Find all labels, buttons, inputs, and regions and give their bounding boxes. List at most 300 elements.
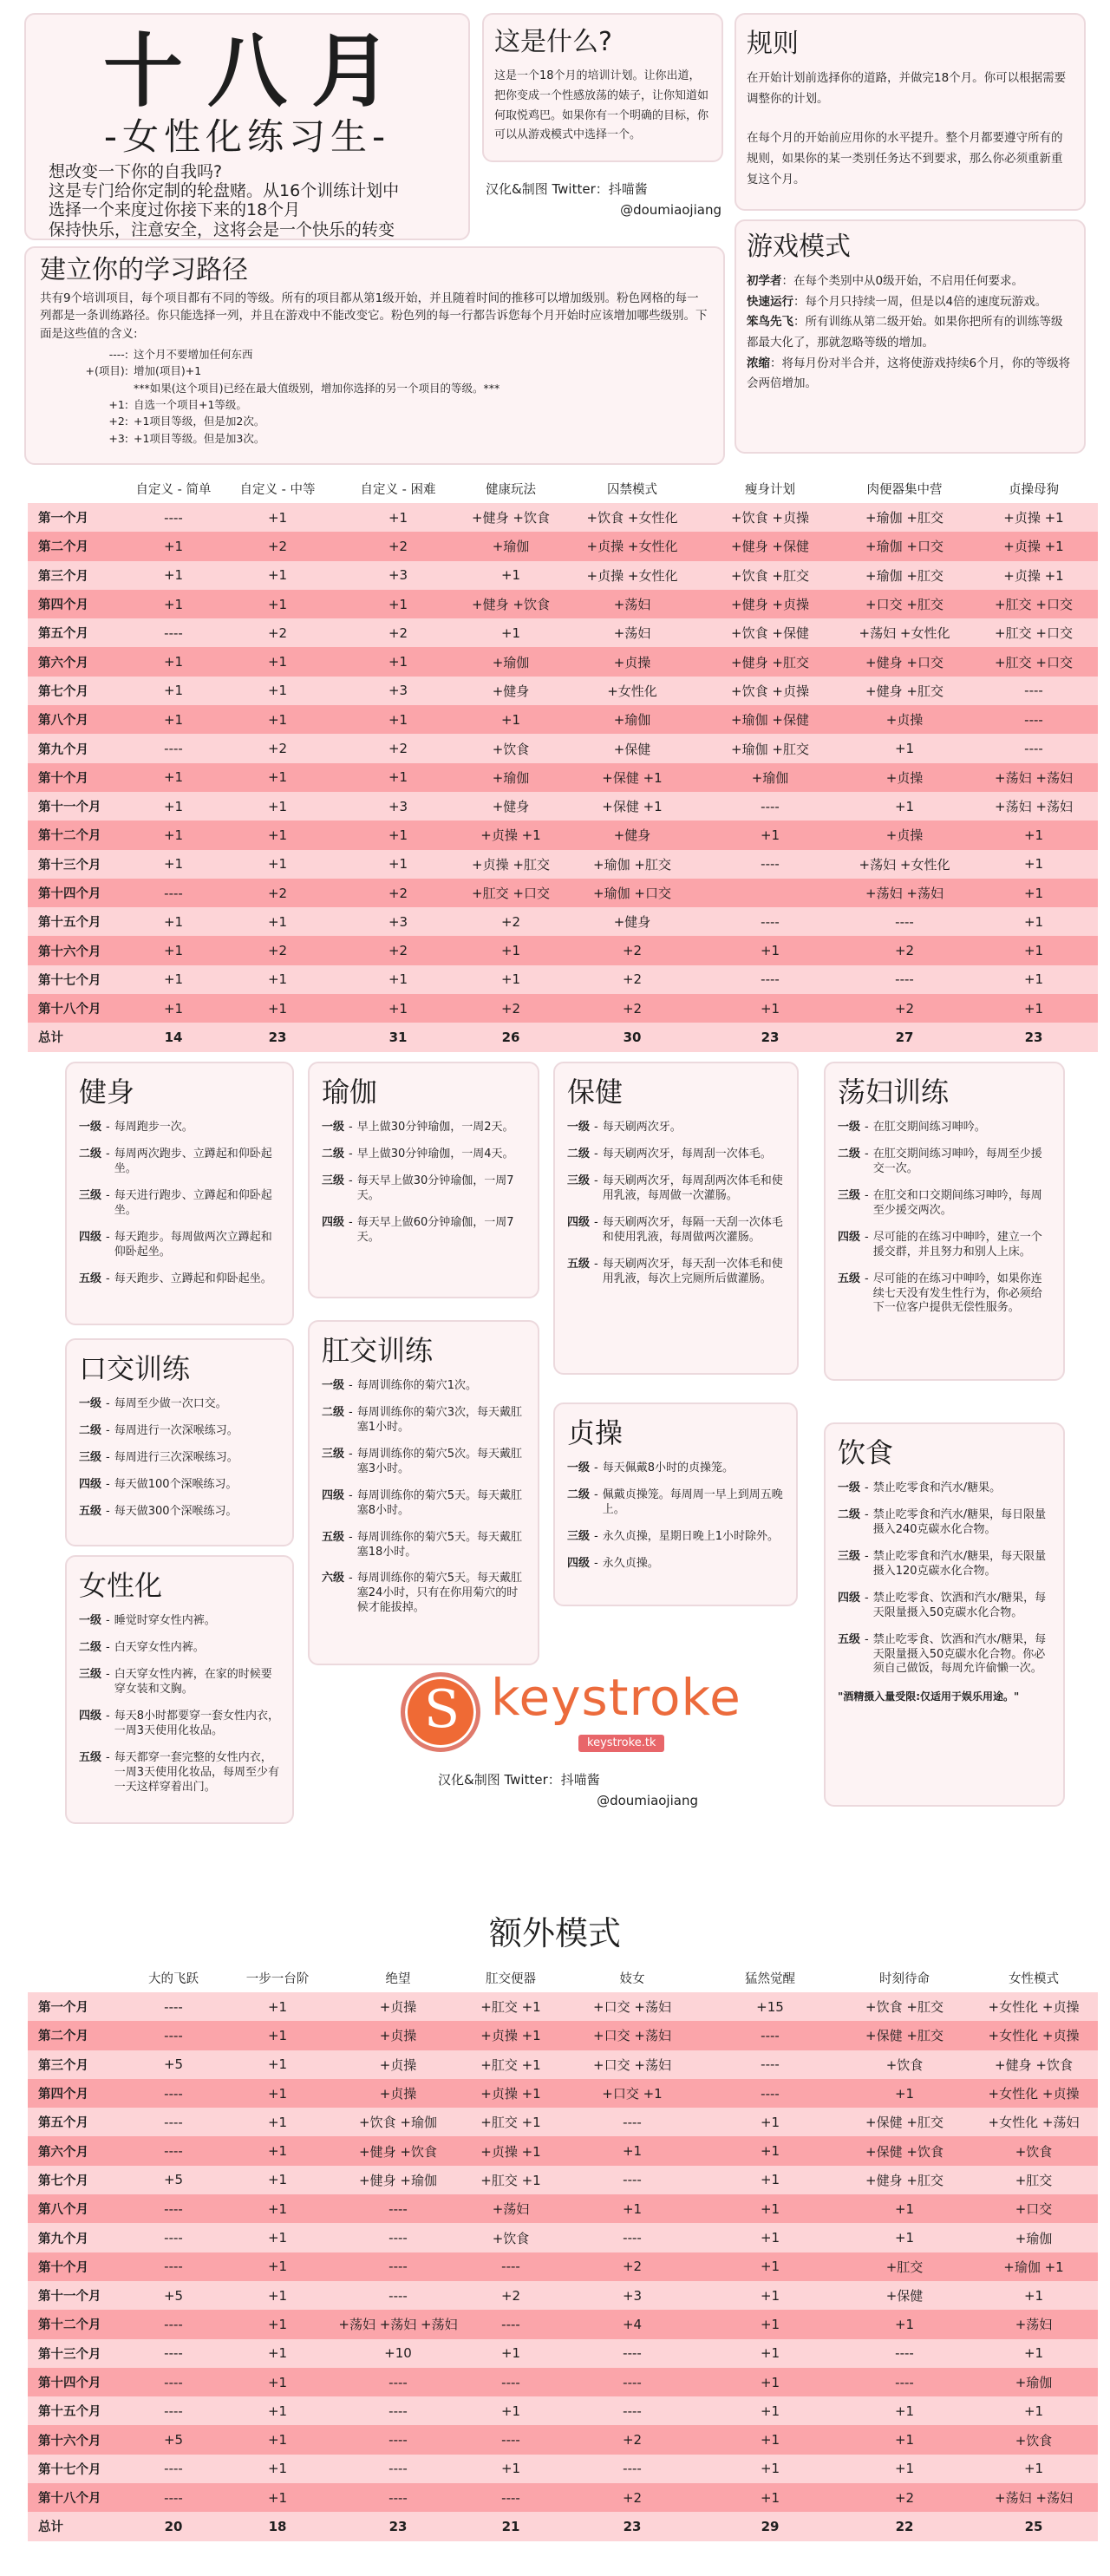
table-cell: +健身 +贞操 [701, 590, 839, 618]
level-text: 每周训练你的菊穴5天。每天戴肛塞18小时。 [356, 1530, 522, 1559]
table-cell: +1 [130, 532, 217, 560]
table-cell: +1 [217, 821, 338, 849]
legend-desc: +1项目等级，但是加2次。 [134, 415, 265, 428]
table-cell: +健身 +饮食 [458, 590, 564, 618]
column-header: 绝望 [338, 1963, 458, 1992]
legend-row [40, 380, 709, 396]
table-cell: +荡妇 [564, 618, 701, 647]
table-cell: +1 [130, 821, 217, 849]
level-dash: - [865, 1550, 869, 1564]
level-label: 一级 [322, 1379, 345, 1393]
rules-panel [735, 13, 1086, 211]
table-cell: ---- [564, 2339, 701, 2368]
table-cell: +肛交 [839, 2252, 970, 2281]
level-text: 每周进行一次深喉练习。 [114, 1424, 238, 1438]
table-cell: ---- [970, 677, 1098, 705]
month-label: 第一个月 [28, 1992, 130, 2021]
level-label: 二级 [838, 1508, 861, 1522]
table-row [28, 2050, 1098, 2079]
table-cell: ---- [701, 907, 839, 936]
level-dash: - [594, 1174, 598, 1188]
level-dash: - [865, 1632, 869, 1646]
month-label: 第十二个月 [28, 2310, 130, 2338]
column-header: 猛然觉醒 [701, 1963, 839, 1992]
level-text: 每天都穿一套完整的女性内衣，一周3天使用化妆品，每周至少有一天这样穿着出门。 [114, 1750, 279, 1794]
table-cell: +饮食 [458, 734, 564, 762]
table-cell: +1 [970, 879, 1098, 907]
level-dash: - [349, 1488, 353, 1502]
card-title: 健身 [79, 1076, 135, 1108]
table-cell: +2 [564, 994, 701, 1023]
what-heading: 这是什么? [494, 27, 612, 57]
table-cell: +瑜伽 [970, 2223, 1098, 2252]
table-cell: +肛交 +1 [458, 2166, 564, 2194]
level-dash: - [106, 1641, 110, 1655]
table-cell: +2 [839, 936, 970, 964]
intro-lines [26, 162, 468, 239]
table-cell: +2 [338, 936, 458, 964]
level-dash: - [349, 1215, 353, 1229]
game-mode-entry [747, 292, 1074, 313]
month-label: 第六个月 [28, 647, 130, 676]
column-header: 一步一台阶 [217, 1963, 338, 1992]
table-cell: +荡妇 +荡妇 +荡妇 [338, 2310, 458, 2338]
level-label: 三级 [567, 1174, 591, 1188]
level-item [322, 1174, 526, 1204]
game-mode-name: 初学者 [747, 274, 782, 288]
table-cell: ---- [130, 2021, 217, 2050]
level-label: 二级 [567, 1147, 591, 1161]
level-label: 五级 [838, 1632, 861, 1646]
table-row [28, 763, 1098, 792]
month-label: 第八个月 [28, 705, 130, 734]
card-title: 保健 [567, 1076, 624, 1108]
table-cell: +15 [701, 1992, 839, 2021]
table-cell: +2 [338, 532, 458, 560]
table-cell: +1 [338, 965, 458, 994]
table-cell: +口交 [970, 2194, 1098, 2223]
level-label: 四级 [567, 1556, 591, 1570]
level-dash: - [106, 1614, 110, 1628]
level-label: 二级 [322, 1147, 345, 1161]
table-cell: +2 [217, 532, 338, 560]
table-cell: +饮食 [970, 2136, 1098, 2165]
level-item [322, 1406, 526, 1435]
main-title: 十八月 [102, 25, 415, 118]
level-label: 一级 [838, 1481, 861, 1495]
title-panel [24, 13, 470, 240]
table-cell: +1 [458, 965, 564, 994]
credit-handle: @doumiaojiang [597, 1793, 698, 1808]
table-row [28, 2368, 1098, 2396]
table-row [28, 705, 1098, 734]
table-cell: +1 [217, 2252, 338, 2281]
table-row [28, 503, 1098, 532]
rules-text-1: 在开始计划前选择你的道路，并做完18个月。你可以根据需要调整你的计划。 [747, 71, 1067, 106]
month-label: 第十个月 [28, 763, 130, 792]
table-row [28, 2281, 1098, 2310]
table-cell: +1 [458, 561, 564, 590]
table-cell: +女性化 [564, 677, 701, 705]
level-label: 二级 [838, 1147, 861, 1161]
table-cell: +瑜伽 +口交 [564, 879, 701, 907]
table-row [28, 907, 1098, 936]
level-label: 五级 [567, 1257, 591, 1271]
column-header: 瘦身计划 [701, 474, 839, 503]
level-dash: - [349, 1406, 353, 1420]
table-cell: +1 [217, 2396, 338, 2425]
table-cell: +1 [130, 763, 217, 792]
table-cell: +荡妇 [564, 590, 701, 618]
table-cell: ---- [458, 2310, 564, 2338]
month-label: 第十三个月 [28, 850, 130, 879]
table-cell: +贞操 [839, 763, 970, 792]
level-text: 每天进行跑步、立蹲起和仰卧起坐。 [114, 1189, 272, 1217]
level-item [79, 1478, 280, 1493]
total-cell: 23 [564, 2512, 701, 2540]
table-cell: +1 [701, 2108, 839, 2136]
month-label: 第十五个月 [28, 2396, 130, 2425]
table-cell: +饮食 +女性化 [564, 503, 701, 532]
table-cell: +1 [338, 994, 458, 1023]
level-text: 每周进行三次深喉练习。 [114, 1451, 238, 1465]
level-label: 三级 [322, 1174, 345, 1188]
table-cell: ---- [564, 2396, 701, 2425]
legend-key: +3: [108, 431, 128, 445]
table-cell: +女性化 +贞操 [970, 1992, 1098, 2021]
table-cell: +瑜伽 [458, 647, 564, 676]
table-cell: +2 [564, 2483, 701, 2512]
level-text: 每周训练你的菊穴3次，每天戴肛塞1小时。 [356, 1406, 522, 1435]
table-cell: ---- [130, 2455, 217, 2483]
table-cell: +1 [338, 705, 458, 734]
game-mode-entry [747, 271, 1074, 292]
table-cell: +肛交 +口交 [458, 879, 564, 907]
total-cell: 20 [130, 2512, 217, 2540]
game-mode-list [747, 271, 1074, 395]
table-cell: +3 [338, 677, 458, 705]
level-item [838, 1272, 1051, 1317]
level-label: 四级 [322, 1215, 345, 1229]
level-dash: - [349, 1174, 353, 1188]
level-label: 二级 [79, 1147, 102, 1161]
level-label: 四级 [838, 1230, 861, 1244]
table-cell: +1 [217, 792, 338, 821]
level-dash: - [594, 1121, 598, 1134]
table-row [28, 792, 1098, 821]
table-cell: +1 [130, 907, 217, 936]
table-cell: +1 [217, 1992, 338, 2021]
level-label: 一级 [79, 1614, 102, 1628]
table-cell: +1 [217, 2223, 338, 2252]
level-text: 每天佩戴8小时的贞操笼。 [602, 1461, 734, 1475]
card-title: 瑜伽 [322, 1076, 378, 1108]
table-cell: +1 [217, 503, 338, 532]
table-cell: +饮食 [970, 2425, 1098, 2454]
total-cell: 30 [564, 1023, 701, 1051]
table-cell: +1 [458, 618, 564, 647]
table-cell: +1 [970, 965, 1098, 994]
table-cell: +瑜伽 +肛交 [701, 734, 839, 762]
table-cell: +1 [338, 647, 458, 676]
training-card [553, 1062, 799, 1375]
table-row [28, 2166, 1098, 2194]
level-label: 三级 [322, 1448, 345, 1461]
table-cell: +饮食 [458, 2223, 564, 2252]
level-dash: - [349, 1448, 353, 1461]
subtitle: -女性化练习生- [103, 115, 391, 158]
level-item [79, 1147, 280, 1177]
table-cell: +1 [564, 2194, 701, 2223]
table-cell: +1 [839, 2396, 970, 2425]
table-cell: +健身 +肛交 [839, 2166, 970, 2194]
level-text: 在肛交和口交期间练习呻吟，每周至少援交两次。 [872, 1189, 1042, 1217]
table-cell: +1 [217, 2310, 338, 2338]
table-cell: +女性化 +贞操 [970, 2021, 1098, 2050]
table-cell: +瑜伽 [970, 2368, 1098, 2396]
level-item [79, 1231, 280, 1260]
month-label: 第十个月 [28, 2252, 130, 2281]
table-row [28, 2108, 1098, 2136]
month-label: 第三个月 [28, 561, 130, 590]
level-label: 四级 [567, 1215, 591, 1229]
table-cell: +女性化 +荡妇 [970, 2108, 1098, 2136]
level-text: 永久贞操，星期日晚上1小时除外。 [602, 1530, 779, 1544]
table-cell: +1 [130, 994, 217, 1023]
total-cell: 27 [839, 1023, 970, 1051]
table-cell: ---- [130, 2223, 217, 2252]
credit-line: 汉化&制图 Twitter：抖喵酱 [438, 1772, 600, 1788]
table-cell: +肛交 +1 [458, 2050, 564, 2079]
table-cell: +1 [839, 792, 970, 821]
level-dash: - [106, 1272, 110, 1285]
level-item [79, 1614, 280, 1629]
game-mode-text: ：每个月只持续一周，但是以4倍的速度玩游戏。 [793, 294, 1048, 309]
table-cell: +贞操 +1 [458, 2079, 564, 2108]
table-cell: +1 [839, 2223, 970, 2252]
intro-line: 保持快乐，注意安全，这将会是一个快乐的转变 [49, 219, 395, 239]
month-label: 第十四个月 [28, 879, 130, 907]
table-cell: +健身 +饮食 [458, 503, 564, 532]
table-cell: +健身 [458, 677, 564, 705]
table-cell: +瑜伽 +1 [970, 2252, 1098, 2281]
table-cell: +健身 +肛交 [701, 647, 839, 676]
game-mode-text: ：所有训练从第二级开始。如果你把所有的训练等级都最大化了，那就忽略等级的增加。 [747, 315, 1063, 350]
level-dash: - [106, 1478, 110, 1492]
table-cell: ---- [701, 850, 839, 879]
level-dash: - [594, 1147, 598, 1161]
table-cell: +女性化 +贞操 [970, 2079, 1098, 2108]
total-cell: 26 [458, 1023, 564, 1051]
table-cell: +1 [217, 2021, 338, 2050]
level-dash: - [865, 1147, 869, 1161]
level-text: 每周训练你的菊穴5天。每天戴肛塞24小时，只有在你用菊穴的时候才能拔掉。 [356, 1572, 522, 1615]
level-dash: - [106, 1750, 110, 1764]
total-cell: 25 [970, 2512, 1098, 2540]
total-label: 总计 [28, 1023, 130, 1051]
column-header: 囚禁模式 [564, 474, 701, 503]
table-cell: +1 [217, 561, 338, 590]
legend-key: ----: [108, 347, 128, 361]
column-header: 健康玩法 [458, 474, 564, 503]
table-row [28, 2425, 1098, 2454]
level-dash: - [349, 1530, 353, 1544]
table-cell: ---- [130, 2136, 217, 2165]
column-header: 贞操母狗 [970, 474, 1098, 503]
table-cell: ---- [701, 2021, 839, 2050]
table-cell: ---- [130, 2339, 217, 2368]
table-cell: +荡妇 [970, 2310, 1098, 2338]
month-label: 第十七个月 [28, 965, 130, 994]
level-label: 五级 [322, 1530, 345, 1544]
level-label: 三级 [838, 1189, 861, 1203]
logo-mark-letter: S [424, 1679, 460, 1740]
level-item [838, 1121, 1051, 1135]
month-label: 第七个月 [28, 677, 130, 705]
month-label: 第八个月 [28, 2194, 130, 2223]
level-text: 每天早上做30分钟瑜伽，一周7天。 [356, 1174, 514, 1203]
level-text: 每天8小时都要穿一套女性内衣，一周3天使用化妆品。 [114, 1709, 279, 1737]
table-cell: ---- [701, 792, 839, 821]
table-cell: +1 [701, 2368, 839, 2396]
level-text: 早上做30分钟瑜伽，一周2天。 [356, 1121, 514, 1134]
table-cell: +3 [338, 907, 458, 936]
table-cell: +1 [217, 2050, 338, 2079]
level-item [322, 1379, 526, 1394]
intro-line: 这是专门给你定制的轮盘赌。从16个训练计划中 [49, 181, 400, 201]
column-header: 自定义 - 简单 [130, 474, 217, 503]
table-cell: +肛交 +1 [458, 1992, 564, 2021]
level-label: 五级 [79, 1504, 102, 1518]
legend-key [40, 380, 134, 396]
game-modes-panel [735, 219, 1086, 454]
legend-key: +2: [108, 415, 128, 428]
table-cell: +健身 [564, 821, 701, 849]
table-row [28, 734, 1098, 762]
level-item [322, 1531, 526, 1560]
logo-word: keystroke [491, 1668, 741, 1727]
table-cell: +1 [701, 2136, 839, 2165]
level-item [567, 1147, 785, 1162]
table-cell: ---- [338, 2396, 458, 2425]
table-cell: +1 [130, 850, 217, 879]
legend-desc: 自选一个项目+1等级。 [134, 397, 247, 411]
level-label: 四级 [79, 1709, 102, 1723]
table-cell: +5 [130, 2281, 217, 2310]
table-cell: ---- [564, 2368, 701, 2396]
table-cell: +2 [217, 734, 338, 762]
level-text: 在肛交期间练习呻吟。 [872, 1121, 986, 1134]
month-label: 第三个月 [28, 2050, 130, 2079]
rules-text-2: 在每个月的开始前应用你的水平提升。整个月都要遵守所有的规则，如果你的某一类别任务达不到要求，那么你必须重新重复这个月。 [747, 131, 1063, 186]
game-mode-entry [747, 354, 1074, 395]
card-title: 饮食 [838, 1436, 894, 1469]
table-cell: +1 [338, 590, 458, 618]
table-cell: +口交 +荡妇 [564, 2050, 701, 2079]
table-cell: +1 [338, 763, 458, 792]
total-label: 总计 [28, 2512, 130, 2540]
table-cell: ---- [338, 2368, 458, 2396]
level-item [322, 1121, 526, 1135]
level-dash: - [106, 1397, 110, 1411]
level-label: 五级 [79, 1272, 102, 1285]
level-text: 禁止吃零食和汽水/糖果，每日限量摄入240克碳水化合物。 [872, 1508, 1047, 1537]
what-text: 这是一个18个月的培训计划。让你出道，把你变成一个性感放荡的婊子，让你知道如何取悦鸡巴。如果你有一个明确的目标，你可以从游戏模式中选择一个。 [494, 69, 709, 142]
table-cell: +1 [338, 821, 458, 849]
table-cell: +1 [130, 792, 217, 821]
level-dash: - [106, 1121, 110, 1134]
level-dash: - [865, 1189, 869, 1203]
table-cell: +1 [839, 734, 970, 762]
level-text: 每周训练你的菊穴1次。 [356, 1379, 477, 1393]
column-header: 自定义 - 中等 [217, 474, 338, 503]
game-mode-name: 笨鸟先飞 [747, 315, 793, 330]
total-cell: 23 [701, 1023, 839, 1051]
level-text: 每天刷两次牙，每天刮一次体毛和使用乳液，每次上完厕所后做灌肠。 [602, 1257, 783, 1285]
level-text: 禁止吃零食和汽水/糖果。 [872, 1481, 1002, 1495]
table-cell: +1 [701, 2223, 839, 2252]
table-cell: ---- [458, 2425, 564, 2454]
table-cell: +贞操 +1 [458, 821, 564, 849]
column-header: 肉便器集中营 [839, 474, 970, 503]
table-row [28, 2136, 1098, 2165]
table-cell: +贞操 [839, 821, 970, 849]
month-label: 第七个月 [28, 2166, 130, 2194]
level-dash: - [349, 1572, 353, 1585]
level-label: 二级 [567, 1488, 591, 1502]
table-cell: +瑜伽 [458, 763, 564, 792]
level-text: 每天跑步。每周做两次立蹲起和仰卧起坐。 [114, 1230, 272, 1259]
level-text: 每天做100个深喉练习。 [114, 1478, 238, 1492]
table-cell: +2 [564, 936, 701, 964]
table-cell: +2 [217, 936, 338, 964]
table-cell: +荡妇 +荡妇 [970, 792, 1098, 821]
table-cell: +瑜伽 +保健 [701, 705, 839, 734]
table-cell: ---- [130, 2108, 217, 2136]
table-cell: +贞操 [839, 705, 970, 734]
level-label: 五级 [838, 1272, 861, 1285]
column-header: 时刻待命 [839, 1963, 970, 1992]
level-label: 三级 [79, 1189, 102, 1203]
table-cell: +2 [338, 618, 458, 647]
level-item [567, 1461, 784, 1476]
table-cell: +贞操 +女性化 [564, 532, 701, 560]
what-is-this-panel [482, 13, 723, 162]
level-label: 一级 [79, 1121, 102, 1134]
level-text: 佩戴贞操笼。每周周一早上到周五晚上。 [602, 1488, 783, 1517]
column-header: 大的飞跃 [130, 1963, 217, 1992]
table-cell: +1 [217, 2455, 338, 2483]
total-cell: 22 [839, 2512, 970, 2540]
table-cell: ---- [130, 618, 217, 647]
training-card [824, 1422, 1065, 1807]
table-row [28, 1992, 1098, 2021]
level-label: 四级 [838, 1591, 861, 1605]
path-heading: 建立你的学习路径 [40, 255, 248, 285]
table-cell: ---- [338, 2425, 458, 2454]
level-label: 三级 [79, 1451, 102, 1465]
table-row [28, 2455, 1098, 2483]
table-cell: +荡妇 +荡妇 [970, 2483, 1098, 2512]
table-cell: +2 [839, 994, 970, 1023]
table-cell: +1 [564, 2136, 701, 2165]
table-cell: +贞操 +1 [458, 2021, 564, 2050]
level-dash: - [594, 1530, 598, 1544]
level-label: 一级 [567, 1461, 591, 1475]
table-row [28, 2223, 1098, 2252]
table-cell: +5 [130, 2166, 217, 2194]
total-cell: 29 [701, 2512, 839, 2540]
